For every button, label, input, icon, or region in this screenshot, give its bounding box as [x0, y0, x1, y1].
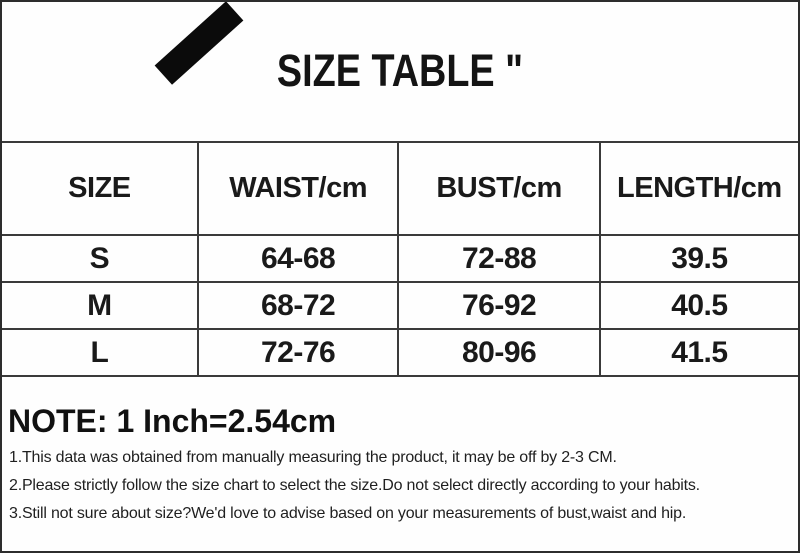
- size-cell: M: [2, 282, 198, 329]
- table-row: [2, 282, 798, 329]
- size-table: [2, 141, 798, 377]
- bust-cell: 72-88: [398, 235, 599, 282]
- note-heading: NOTE: 1 Inch=2.54cm: [8, 403, 337, 439]
- table-row: [2, 329, 798, 376]
- table-header-row: [2, 142, 798, 235]
- note-line: 3.Still not sure about size?We'd love to advise based on your measurements of bust,waist and hip.: [9, 505, 687, 522]
- size-cell: L: [2, 329, 198, 376]
- waist-cell: 64-68: [198, 235, 399, 282]
- column-header-length: LENGTH/cm: [600, 142, 798, 235]
- length-cell: 39.5: [600, 235, 798, 282]
- column-header-bust: BUST/cm: [398, 142, 599, 235]
- length-cell: 41.5: [600, 329, 798, 376]
- page-title: SIZE TABLE ": [276, 45, 524, 96]
- column-header-size: SIZE: [2, 142, 198, 235]
- bust-cell: 80-96: [398, 329, 599, 376]
- length-cell: 40.5: [600, 282, 798, 329]
- note-list: [9, 444, 799, 528]
- waist-cell: 72-76: [198, 329, 399, 376]
- waist-cell: 68-72: [198, 282, 399, 329]
- table-row: [2, 235, 798, 282]
- column-header-waist: WAIST/cm: [198, 142, 399, 235]
- note-line: 1.This data was obtained from manually measuring the product, it may be off by 2-3 CM.: [9, 449, 617, 466]
- size-cell: S: [2, 235, 198, 282]
- bust-cell: 76-92: [398, 282, 599, 329]
- note-line: 2.Please strictly follow the size chart to select the size.Do not select directly according to your habits.: [9, 477, 700, 494]
